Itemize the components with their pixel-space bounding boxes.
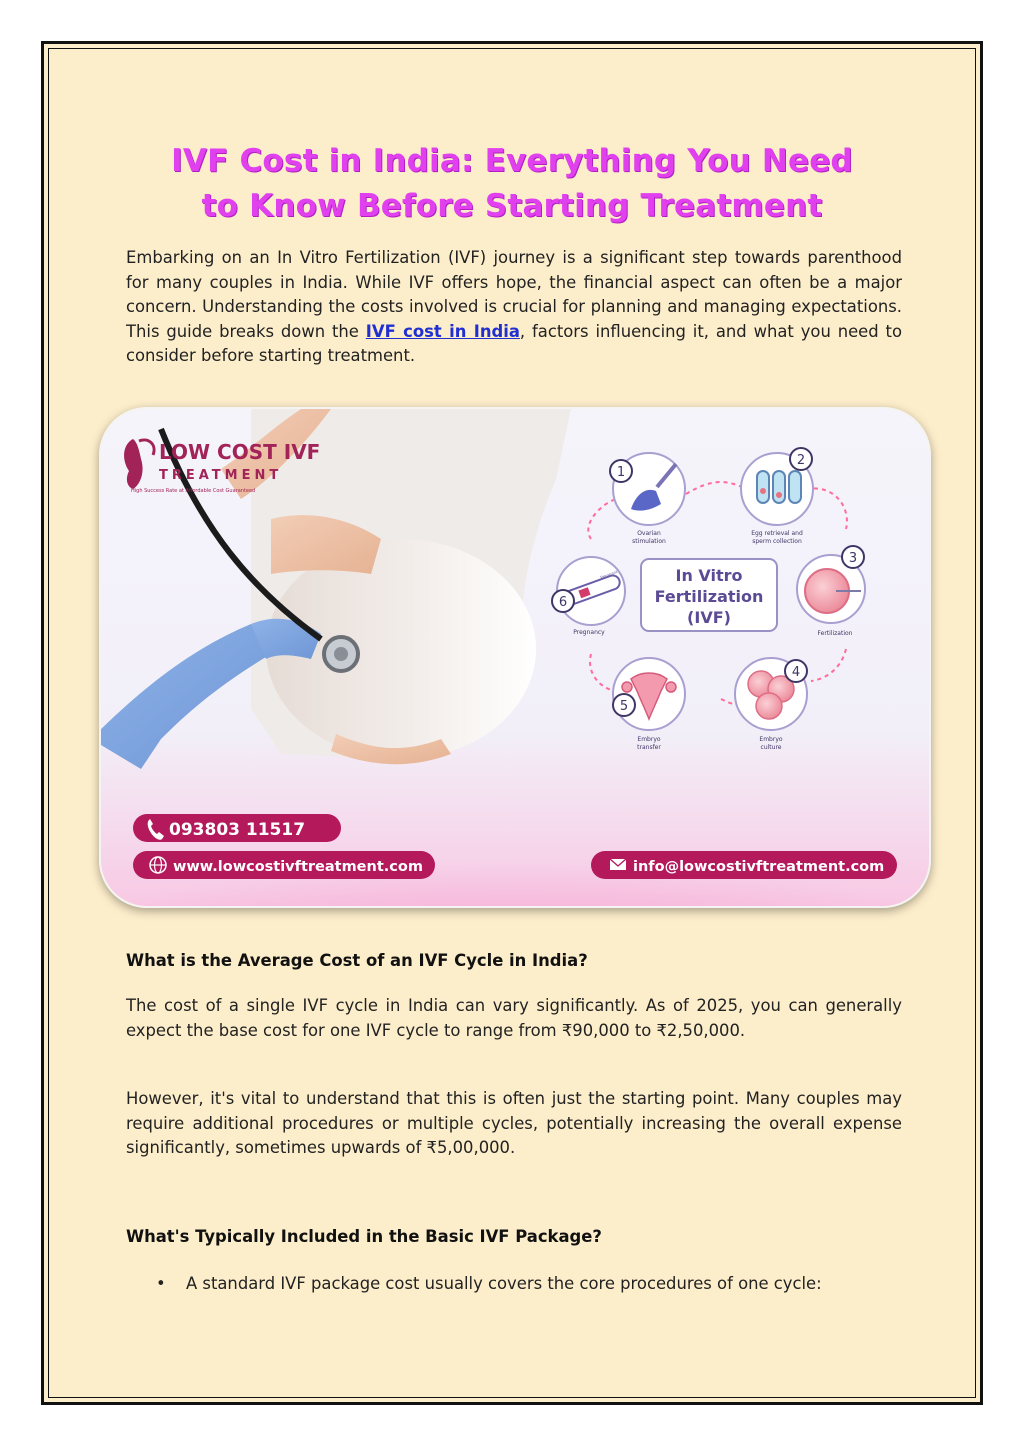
- center-line-3: (IVF): [687, 608, 731, 627]
- included-items-list: [126, 1272, 902, 1297]
- step-4-label-2: culture: [760, 744, 782, 751]
- step-2-label-2: sperm collection: [752, 538, 802, 545]
- document-page: [41, 41, 983, 1405]
- step-1-label-2: stimulation: [632, 538, 666, 545]
- center-line-2: Fertilization: [654, 587, 764, 606]
- step-4-label-1: Embryo: [759, 736, 783, 743]
- logo-line-2: TREATMENT: [159, 468, 283, 483]
- section-2-heading: What's Typically Included in the Basic IVF Package?: [126, 1227, 602, 1246]
- intro-text-before: Embarking on an In Vitro Fertilization (IVF) journey is a significant step towards parenthood for many couples in India. While IVF offers hope, the financial aspect can often be a major concern. Understanding the costs involved is crucial for planning and managing expectations. This guide breaks down the: [126, 248, 902, 341]
- step-1-label-1: Ovarian: [637, 530, 661, 537]
- step-3-number: 3: [848, 551, 858, 566]
- email-address: info@lowcostivftreatment.com: [633, 859, 885, 875]
- intro-text-after: , factors influencing it, and what you need to consider before starting treatment.: [126, 321, 902, 365]
- title-line-1: IVF Cost in India: Everything You Need: [171, 143, 853, 179]
- step-6-number: 6: [558, 595, 568, 610]
- logo-line-1: LOW COST IVF: [159, 440, 321, 464]
- section-1-heading: What is the Average Cost of an IVF Cycle in India?: [126, 951, 588, 970]
- title-line-2: to Know Before Starting Treatment: [201, 188, 823, 224]
- center-line-1: In Vitro: [675, 566, 743, 585]
- step-2-egg-retrieval: [741, 448, 813, 545]
- section-1-paragraph-1: The cost of a single IVF cycle in India can vary significantly. As of 2025, you can generally expect the base cost for one IVF cycle to range from ₹90,000 to ₹2,50,000.: [126, 996, 902, 1040]
- pregnancy-test-text: Pregnant: [599, 569, 619, 580]
- step-2-label-1: Egg retrieval and: [751, 530, 803, 537]
- email-pill[interactable]: [591, 851, 897, 879]
- document-title: [44, 139, 980, 229]
- logo-tagline: High Success Rate at Affordable Cost Guaranteed: [131, 488, 256, 494]
- section-1-paragraph-2: However, it's vital to understand that this is often just the starting point. Many couples may require additional procedures or multiple cycles, potentially increasing the overall expense significantly, sometimes upwards of ₹5,00,000.: [126, 1089, 902, 1157]
- website-pill[interactable]: [133, 851, 435, 879]
- ivf-cost-link[interactable]: IVF cost in India: [365, 321, 520, 341]
- step-6-label-1: Pregnancy: [573, 629, 605, 636]
- step-3-label-1: Fertilization: [817, 630, 853, 637]
- step-1-number: 1: [616, 465, 626, 480]
- step-5-number: 5: [619, 699, 629, 714]
- intro-paragraph: [126, 246, 902, 369]
- list-item: • A standard IVF package cost usually covers the core procedures of one cycle:: [126, 1272, 902, 1297]
- step-5-label-2: transfer: [637, 744, 661, 751]
- website-url: www.lowcostivftreatment.com: [173, 859, 423, 875]
- phone-number: 093803 11517: [169, 820, 306, 840]
- phone-pill[interactable]: [133, 814, 341, 842]
- envelope-icon: [610, 859, 626, 870]
- step-5-label-1: Embryo: [637, 736, 661, 743]
- step-4-number: 4: [791, 665, 801, 680]
- ivf-banner-image: [99, 407, 931, 908]
- step-2-number: 2: [796, 453, 806, 468]
